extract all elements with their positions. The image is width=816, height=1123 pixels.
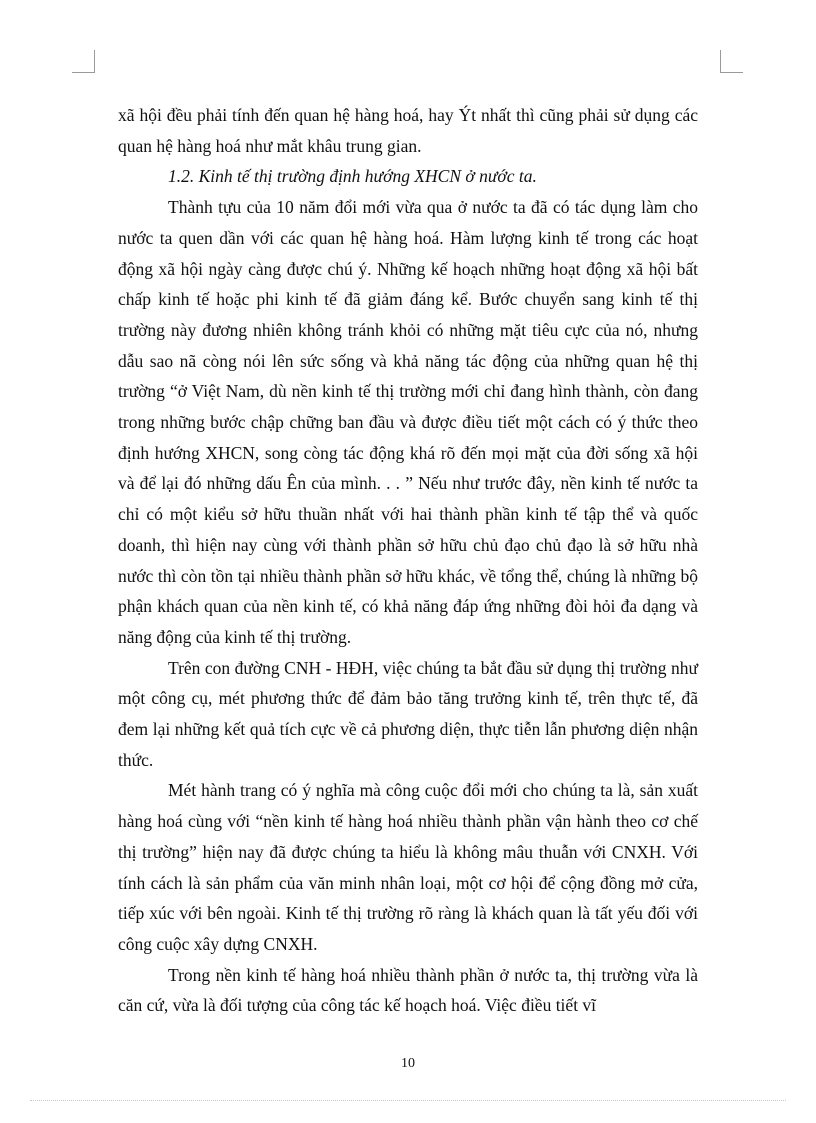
paragraph: Thành tựu của 10 năm đổi mới vừa qua ở nước ta đã có tác dụng làm cho nước ta quen dần với các quan hệ hàng hoá. Hàm lượng kinh tế trong các hoạt động xã hội ngày càng được chú ý. Những kế hoạch những hoạt động xã hội bất chấp kinh tế hoặc phi kinh tế đã giảm đáng kể. Bước chuyển sang kinh tế thị trường này đương nhiên không tránh khỏi có những mặt tiêu cực của nó, nhưng dẫu sao nã còng nói lên sức sống và khả năng tác động của những quan hệ thị trường “ở Việt Nam, dù nền kinh tế thị trường mới chỉ đang hình thành, còn đang trong những bước chập chững ban đầu và được điều tiết một cách có ý thức theo định hướng XHCN, song còng tác động khá rõ đến mọi mặt của đời sống xã hội và để lại đó những dấu Ên của mình. . . ” Nếu như trước đây, nền kinh tế nước ta chỉ có một kiểu sở hữu thuần nhất với hai thành phần kinh tế tập thể và quốc doanh, thì hiện nay cùng với thành phần sở hữu chủ đạo chủ đạo là sở hữu nhà nước thì còn tồn tại nhiều thành phần sở hữu khác, về tổng thể, chúng là những bộ phận khách quan của nền kinh tế, có khả năng đáp ứng những đòi hỏi đa dạng và năng động của kinh tế thị trường. bbox=[118, 197, 698, 647]
paragraph: xã hội đều phải tính đến quan hệ hàng hoá, hay Ýt nhất thì cũng phải sử dụng các quan hệ hàng hoá như mắt khâu trung gian. bbox=[118, 105, 698, 156]
paragraph: Mét hành trang có ý nghĩa mà công cuộc đổi mới cho chúng ta là, sản xuất hàng hoá cùng với “nền kinh tế hàng hoá nhiều thành phần vận hành theo cơ chế thị trường” hiện nay đã được chúng ta hiểu là không mâu thuẫn với CNXH. Với tính cách là sản phẩm của văn minh nhân loại, một cơ hội để cộng đồng mở cửa, tiếp xúc với bên ngoài. Kinh tế thị trường rõ ràng là khách quan là tất yếu đối với công cuộc xây dựng CNXH. bbox=[118, 780, 698, 954]
crop-mark-top-right bbox=[720, 50, 743, 73]
page-number: 10 bbox=[401, 1056, 415, 1071]
paragraph: Trong nền kinh tế hàng hoá nhiều thành phần ở nước ta, thị trường vừa là căn cứ, vừa là đối tượng của công tác kế hoạch hoá. Việc điều tiết vĩ bbox=[118, 964, 698, 1016]
paragraph: Trên con đường CNH - HĐH, việc chúng ta bắt đầu sử dụng thị trường như một công cụ, mét phương thức để đảm bảo tăng trưởng kinh tế, trên thực tế, đã đem lại những kết quả tích cực về cả phương diện, thực tiễn lẫn phương diện nhận thức. bbox=[118, 657, 698, 770]
footer-divider bbox=[30, 1100, 786, 1101]
crop-mark-top-left bbox=[72, 50, 95, 73]
section-heading: 1.2. Kinh tế thị trường định hướng XHCN ở nước ta. bbox=[168, 166, 537, 187]
body-text bbox=[118, 100, 698, 1021]
